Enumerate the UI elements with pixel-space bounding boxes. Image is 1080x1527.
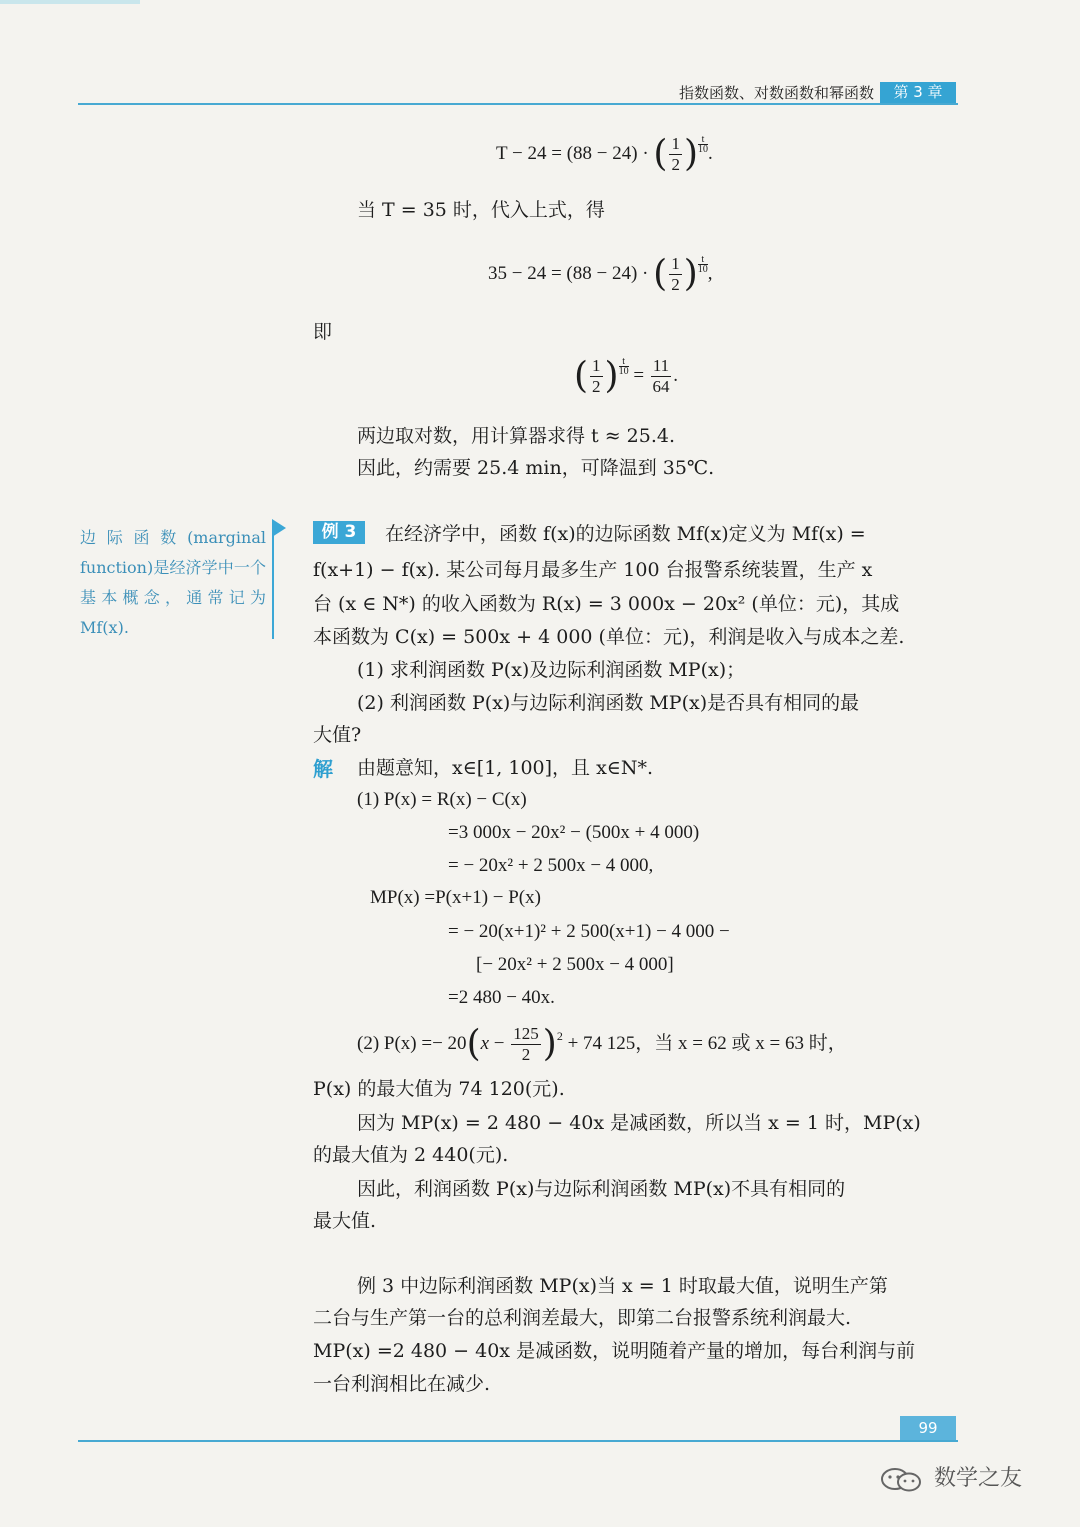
exponent-t-over-10: t 10	[697, 254, 708, 275]
equation-1-lhs: T − 24 = (88 − 24) ·	[496, 143, 654, 164]
example-line-4: 本函数为 C(x) = 500x + 4 000 (单位：元)，利润是收入与成本之差.	[313, 626, 905, 648]
text-when-T-35: 当 T = 35 时，代入上式，得	[357, 199, 605, 221]
part-2-suffix: + 74 125，当 x = 62 或 x = 63 时，	[567, 1033, 847, 1054]
part-2-prefix: (2) P(x) =− 20	[357, 1033, 467, 1054]
solution-conclusion-1: 因此，利润函数 P(x)与边际利润函数 MP(x)不具有相同的	[357, 1178, 846, 1200]
text-ji: 即	[313, 321, 333, 343]
fraction-half: $\frac{1}{2}$	[592, 356, 601, 397]
side-note-pointer-icon	[272, 519, 286, 537]
remark-line-2: 二台与生产第一台的总利润差最大，即第二台报警系统利润最大.	[313, 1307, 852, 1329]
example-line-3: 台 (x ∈ N*) 的收入函数为 R(x) = 3 000x − 20x² (单位：元)，其成	[313, 593, 900, 615]
fraction-125-over-2: $\frac{125}{2}$	[513, 1024, 539, 1065]
solution-step-4: MP(x) =P(x+1) − P(x)	[370, 887, 541, 908]
solution-step-7: =2 480 − 40x.	[448, 987, 555, 1008]
question-1: (1) 求利润函数 P(x)及边际利润函数 MP(x)；	[357, 659, 746, 681]
text-therefore-time: 因此，约需要 25.4 min，可降温到 35℃.	[357, 457, 715, 479]
text-take-log: 两边取对数，用计算器求得 t ≈ 25.4.	[357, 425, 676, 447]
solution-label: 解	[313, 757, 333, 781]
equation-2: 35 − 24 = (88 − 24) · ( $\frac{1}{2}$ ) $^{\frac{t}{10}}$ ,	[488, 253, 713, 295]
fraction-half: $\frac{1}{2}$	[671, 134, 680, 175]
top-accent-bar	[0, 0, 140, 4]
equation-1: T − 24 = (88 − 24) · ( $\frac{1}{2}$ ) $^{\frac{t}{10}}$ .	[496, 133, 713, 175]
solution-step-5: = − 20(x+1)² + 2 500(x+1) − 4 000 −	[448, 921, 730, 942]
chapter-badge: 第 3 章	[880, 82, 956, 103]
solution-step-1: (1) P(x) = R(x) − C(x)	[357, 789, 527, 810]
equation-2-lhs: 35 − 24 = (88 − 24) ·	[488, 263, 654, 284]
header-rule	[78, 103, 958, 105]
question-2a: (2) 利润函数 P(x)与边际利润函数 MP(x)是否具有相同的最	[357, 692, 860, 714]
solution-intro: 由题意知，x∈[1, 100]，且 x∈N*.	[357, 757, 654, 779]
exponent-t-over-10: t 10	[697, 134, 708, 155]
wechat-icon	[880, 1467, 924, 1493]
remark-line-4: 一台利润相比在减少.	[313, 1373, 491, 1395]
remark-line-3: MP(x) =2 480 − 40x 是减函数，说明随着产量的增加，每台利润与前	[313, 1340, 916, 1362]
footer-rule	[78, 1440, 958, 1442]
question-2b: 大值?	[313, 724, 362, 746]
running-header-title: 指数函数、对数函数和幂函数	[678, 84, 874, 102]
example-line-2: f(x+1) − f(x). 某公司每月最多生产 100 台报警系统装置，生产 x	[313, 559, 873, 581]
solution-part-3-line-2: 的最大值为 2 440(元).	[313, 1144, 509, 1166]
side-note-rule	[272, 531, 274, 639]
solution-step-3: = − 20x² + 2 500x − 4 000,	[448, 855, 654, 876]
solution-step-2: =3 000x − 20x² − (500x + 4 000)	[448, 822, 700, 843]
equation-3: ( $\frac{1}{2}$ ) $^{\frac{t}{10}}$ = $\frac{11}{64}$ .	[574, 355, 678, 397]
example-label: 例 3	[313, 521, 365, 544]
watermark-text: 数学之友	[934, 1466, 1023, 1491]
solution-part-2-line-1: (2) P(x) =− 20(x − $\frac{125}{2}$ )$^2$ + 74 125，当 x = 62 或 x = 63 时，	[357, 1023, 847, 1065]
exponent-t-over-10: t 10	[618, 356, 629, 377]
page-number-badge: 99	[900, 1416, 956, 1440]
fraction-half: $\frac{1}{2}$	[671, 254, 680, 295]
solution-step-6: [− 20x² + 2 500x − 4 000]	[476, 954, 674, 975]
solution-part-2-line-2: P(x) 的最大值为 74 120(元).	[313, 1078, 565, 1100]
watermark	[880, 1462, 1060, 1496]
solution-part-3-line-1: 因为 MP(x) = 2 480 − 40x 是减函数，所以当 x = 1 时，MP(x)	[357, 1112, 921, 1134]
side-note-marginal-function: 边际函数(marginal function)是经济学中一个基本概念，通常记为Mf(x).	[80, 528, 266, 637]
remark-line-1: 例 3 中边际利润函数 MP(x)当 x = 1 时取最大值，说明生产第	[357, 1275, 888, 1297]
fraction-11-over-64: $\frac{11}{64}$	[652, 356, 670, 397]
example-line-1: 在经济学中，函数 f(x)的边际函数 Mf(x)定义为 Mf(x) =	[385, 523, 866, 545]
solution-conclusion-2: 最大值.	[313, 1210, 377, 1232]
